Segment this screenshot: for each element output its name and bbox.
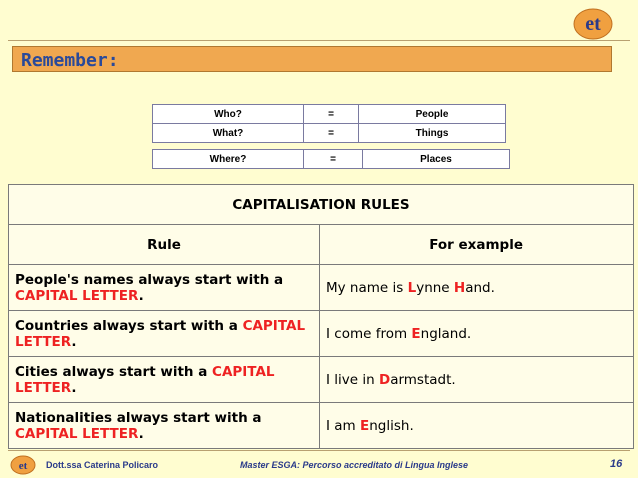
table-header-row bbox=[9, 225, 634, 265]
rule-period: . bbox=[138, 287, 144, 304]
et-logo bbox=[572, 6, 614, 42]
example-text: I am bbox=[326, 417, 360, 434]
question-cell: What? bbox=[153, 124, 304, 143]
equals-cell: = bbox=[304, 105, 359, 124]
rule-text: Cities always start with a bbox=[15, 363, 213, 380]
example-text: ynne bbox=[416, 279, 454, 296]
equals-cell: = bbox=[304, 150, 363, 169]
footer-author: Dott.ssa Caterina Policaro bbox=[46, 460, 159, 470]
answer-cell: Places bbox=[363, 150, 510, 169]
banner-title: Remember: bbox=[21, 50, 119, 71]
example-cell bbox=[320, 311, 634, 357]
rule-text: Countries always start with a bbox=[15, 317, 243, 334]
example-text: I live in bbox=[326, 371, 379, 388]
capital-letter: E bbox=[360, 417, 370, 434]
capitalisation-rules-table bbox=[8, 184, 634, 449]
example-text: My name is bbox=[326, 279, 408, 296]
question-cell: Who? bbox=[153, 105, 304, 124]
rule-cell bbox=[9, 265, 320, 311]
capital-letter-text: CAPITAL LETTER bbox=[15, 363, 275, 396]
capital-letter: D bbox=[378, 371, 391, 388]
who-what-table bbox=[152, 104, 506, 143]
table-row bbox=[9, 311, 634, 357]
answer-cell: People bbox=[359, 105, 506, 124]
table-row bbox=[153, 124, 506, 143]
footer-divider bbox=[8, 450, 630, 451]
table-row bbox=[9, 265, 634, 311]
rule-cell bbox=[9, 357, 320, 403]
column-header-rule: Rule bbox=[9, 225, 320, 265]
svg-text:et: et bbox=[18, 460, 28, 472]
capital-letter-text: CAPITAL LETTER bbox=[15, 317, 306, 350]
capital-letter: H bbox=[453, 279, 466, 296]
rule-text: People's names always start with a bbox=[15, 271, 284, 288]
example-text: ngland. bbox=[420, 325, 472, 342]
answer-cell: Things bbox=[359, 124, 506, 143]
example-text: nglish. bbox=[369, 417, 414, 434]
equals-cell: = bbox=[304, 124, 359, 143]
rule-text: Nationalities always start with a bbox=[15, 409, 262, 426]
footer-et-logo bbox=[10, 455, 36, 475]
capital-letter: E bbox=[411, 325, 421, 342]
example-cell bbox=[320, 357, 634, 403]
page-number: 16 bbox=[610, 458, 623, 470]
top-divider bbox=[8, 40, 630, 41]
where-table bbox=[152, 149, 510, 169]
example-text: I come from bbox=[326, 325, 412, 342]
footer-course: Master ESGA: Percorso accreditato di Lingua Inglese bbox=[240, 460, 469, 470]
capital-letter-text: CAPITAL LETTER bbox=[15, 425, 139, 442]
capital-letter: L bbox=[407, 279, 417, 296]
rule-period: . bbox=[71, 333, 77, 350]
example-text: and. bbox=[465, 279, 495, 296]
table-row bbox=[153, 105, 506, 124]
question-cell: Where? bbox=[153, 150, 304, 169]
rule-cell bbox=[9, 403, 320, 449]
table-row bbox=[153, 150, 510, 169]
table-row bbox=[9, 357, 634, 403]
rule-period: . bbox=[71, 379, 77, 396]
remember-banner bbox=[12, 46, 612, 72]
rule-period: . bbox=[138, 425, 144, 442]
example-cell bbox=[320, 403, 634, 449]
example-cell bbox=[320, 265, 634, 311]
table-title-row bbox=[9, 185, 634, 225]
example-text: armstadt. bbox=[390, 371, 456, 388]
table-title: CAPITALISATION RULES bbox=[9, 185, 634, 225]
table-row bbox=[9, 403, 634, 449]
svg-text:et: et bbox=[585, 13, 601, 35]
rule-cell bbox=[9, 311, 320, 357]
column-header-example: For example bbox=[320, 225, 634, 265]
capital-letter-text: CAPITAL LETTER bbox=[15, 287, 139, 304]
